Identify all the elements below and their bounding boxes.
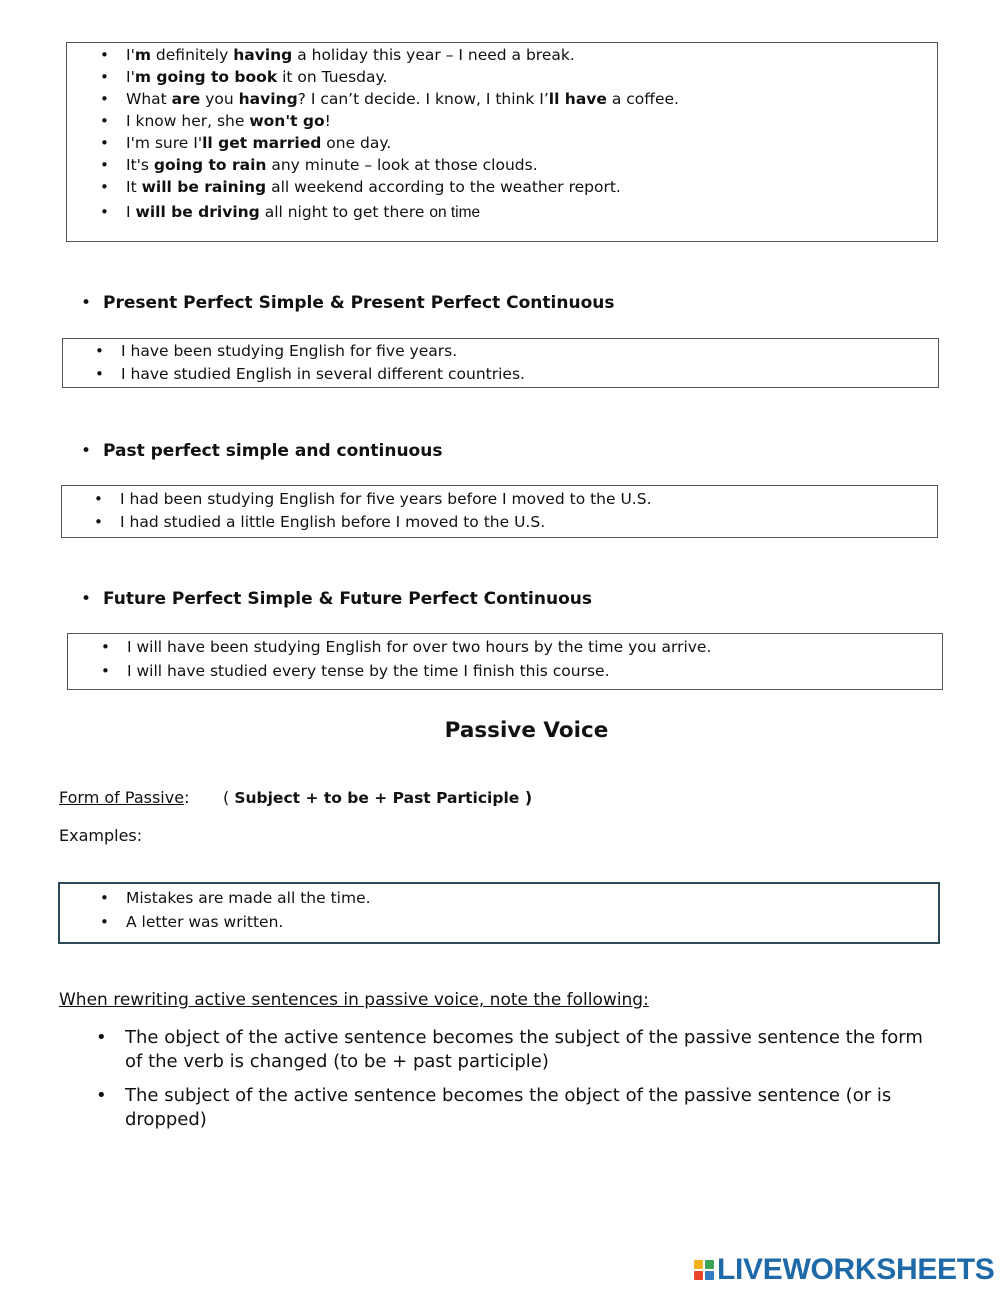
list-item: • I have studied English in several different countries. [121, 365, 525, 383]
future-examples-list [126, 46, 679, 222]
list-item: • It's going to rain any minute – look at those clouds. [126, 156, 679, 174]
list-item: • I'm sure I'll get married one day. [126, 134, 679, 152]
list-item: • Mistakes are made all the time. [126, 889, 371, 907]
list-item: • It will be raining all weekend according to the weather report. [126, 178, 679, 196]
list-item: • What are you having? I can’t decide. I know, I think I’ll have a coffee. [126, 90, 679, 108]
list-item: • A letter was written. [126, 913, 371, 931]
list-item: • I had studied a little English before I moved to the U.S. [120, 513, 652, 531]
list-item: • I had been studying English for five years before I moved to the U.S. [120, 490, 652, 508]
present-perfect-box [62, 338, 939, 388]
list-item: • I have been studying English for five years. [121, 342, 525, 360]
past-perfect-box [61, 485, 938, 538]
passive-examples-box [58, 882, 940, 944]
brand-mark-icon [694, 1260, 714, 1280]
list-item: • The subject of the active sentence becomes the object of the passive sentence (or is dropped) [125, 1084, 945, 1132]
list-item: • I'm definitely having a holiday this year – I need a break. [126, 46, 679, 64]
rewrite-intro: When rewriting active sentences in passive voice, note the following: [59, 990, 649, 1010]
rules-list [125, 1026, 945, 1132]
list-item: • I'm going to book it on Tuesday. [126, 68, 679, 86]
past-perfect-heading: • Past perfect simple and continuous [103, 441, 442, 461]
future-perfect-box [67, 633, 943, 690]
page-title: Passive Voice [444, 718, 609, 743]
brand-name: LIVEWORKSHEETS [717, 1253, 995, 1286]
liveworksheets-logo [694, 1255, 995, 1285]
passive-formula: ( Subject + to be + Past Participle ) [223, 788, 533, 807]
list-item: • I know her, she won't go! [126, 112, 679, 130]
future-examples-box [66, 42, 938, 242]
form-of-passive-line: Form of Passive: [59, 788, 190, 807]
present-perfect-heading: • Present Perfect Simple & Present Perfect Continuous [103, 293, 614, 313]
list-item: • I will be driving all night to get there on time [126, 203, 679, 222]
list-item: • I will have studied every tense by the time I finish this course. [127, 662, 711, 680]
list-item: • I will have been studying English for over two hours by the time you arrive. [127, 638, 711, 656]
form-label: Form of Passive [59, 788, 185, 807]
examples-label: Examples: [59, 826, 143, 845]
future-perfect-heading: • Future Perfect Simple & Future Perfect Continuous [103, 589, 592, 609]
list-item: • The object of the active sentence becomes the subject of the passive sentence the form of the verb is changed (to be + past participle) [125, 1026, 945, 1074]
